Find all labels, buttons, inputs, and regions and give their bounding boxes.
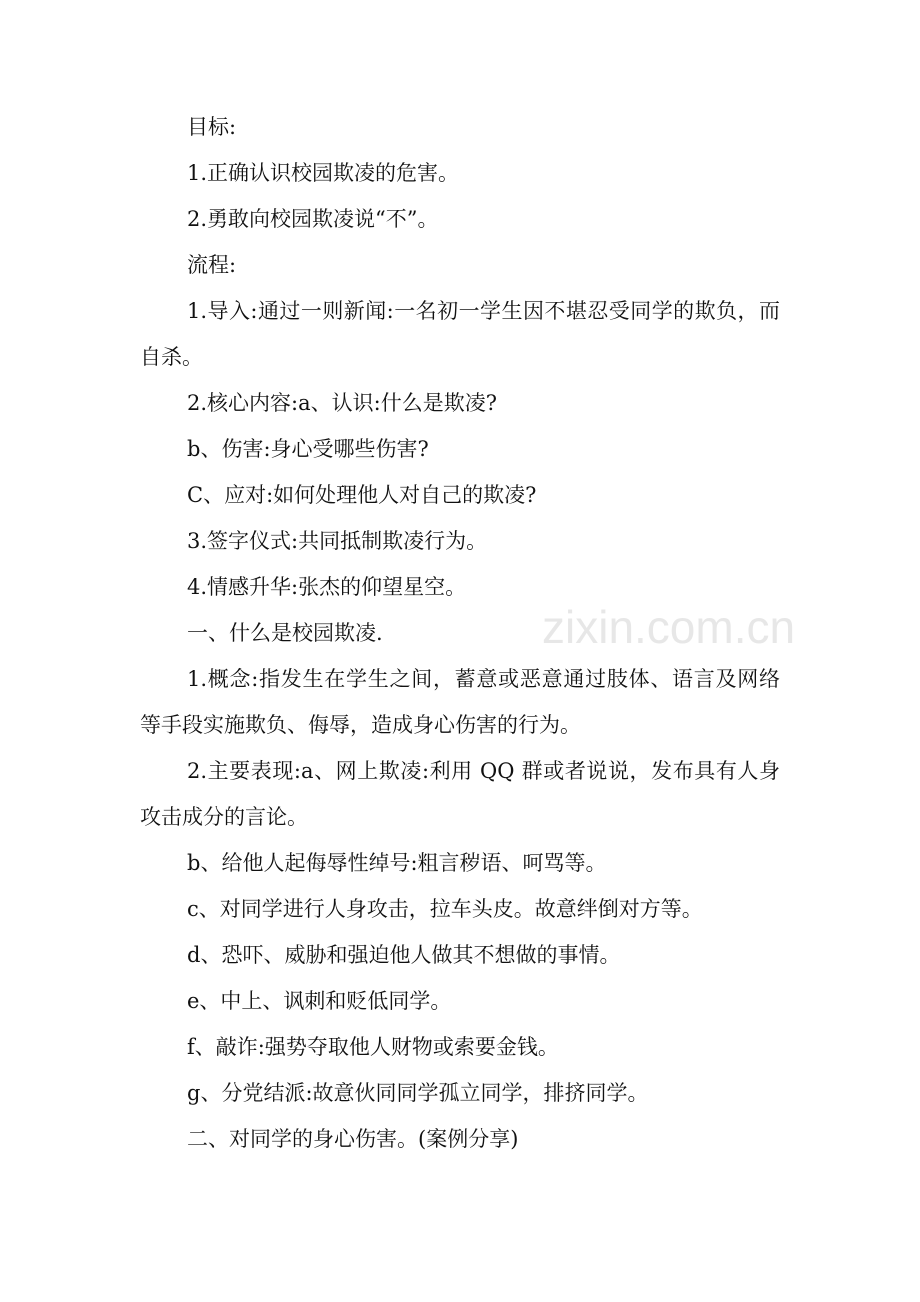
goal-item-1: 1.正确认识校园欺凌的危害。 xyxy=(187,161,460,185)
process-item-3: 3.签字仪式:共同抵制欺凌行为。 xyxy=(187,529,488,553)
goal-heading: 目标: xyxy=(187,115,237,139)
form-item-f: f、敲诈:强势夺取他人财物或索要金钱。 xyxy=(187,1035,559,1059)
process-item-1: 1.导入:通过一则新闻:一名初一学生因不堪忍受同学的欺负，而自杀。 xyxy=(140,299,780,369)
form-item-d: d、恐吓、威胁和强迫他人做其不想做的事情。 xyxy=(187,943,621,967)
section-1-heading: 一、什么是校园欺凌. xyxy=(187,621,383,645)
main-forms-paragraph: 2.主要表现:a、网上欺凌:利用 QQ 群或者说说，发布具有人身攻击成分的言论。 xyxy=(140,759,780,829)
form-item-e: e、中上、讽刺和贬低同学。 xyxy=(187,989,452,1013)
process-item-2c: C、应对:如何处理他人对自己的欺凌? xyxy=(187,483,537,507)
section-2-heading: 二、对同学的身心伤害。(案例分享) xyxy=(187,1127,519,1151)
process-item-2: 2.核心内容:a、认识:什么是欺凌? xyxy=(187,391,497,415)
form-item-b: b、给他人起侮辱性绰号:粗言秽语、呵骂等。 xyxy=(187,851,607,875)
process-heading: 流程: xyxy=(187,253,237,277)
goal-item-2: 2.勇敢向校园欺凌说“不”。 xyxy=(187,207,439,231)
process-item-2b: b、伤害:身心受哪些伤害? xyxy=(187,437,429,461)
watermark: zixin.com.cn xyxy=(542,601,796,653)
process-item-4: 4.情感升华:张杰的仰望星空。 xyxy=(187,575,467,599)
form-item-c: c、对同学进行人身攻击，拉车头皮。故意绊倒对方等。 xyxy=(187,897,703,921)
concept-paragraph: 1.概念:指发生在学生之间，蓄意或恶意通过肢体、语言及网络等手段实施欺负、侮辱，造成身心伤害的行为。 xyxy=(140,667,780,737)
form-item-g: g、分党结派:故意伙同同学孤立同学，排挤同学。 xyxy=(187,1081,649,1105)
document-body xyxy=(140,104,780,1162)
